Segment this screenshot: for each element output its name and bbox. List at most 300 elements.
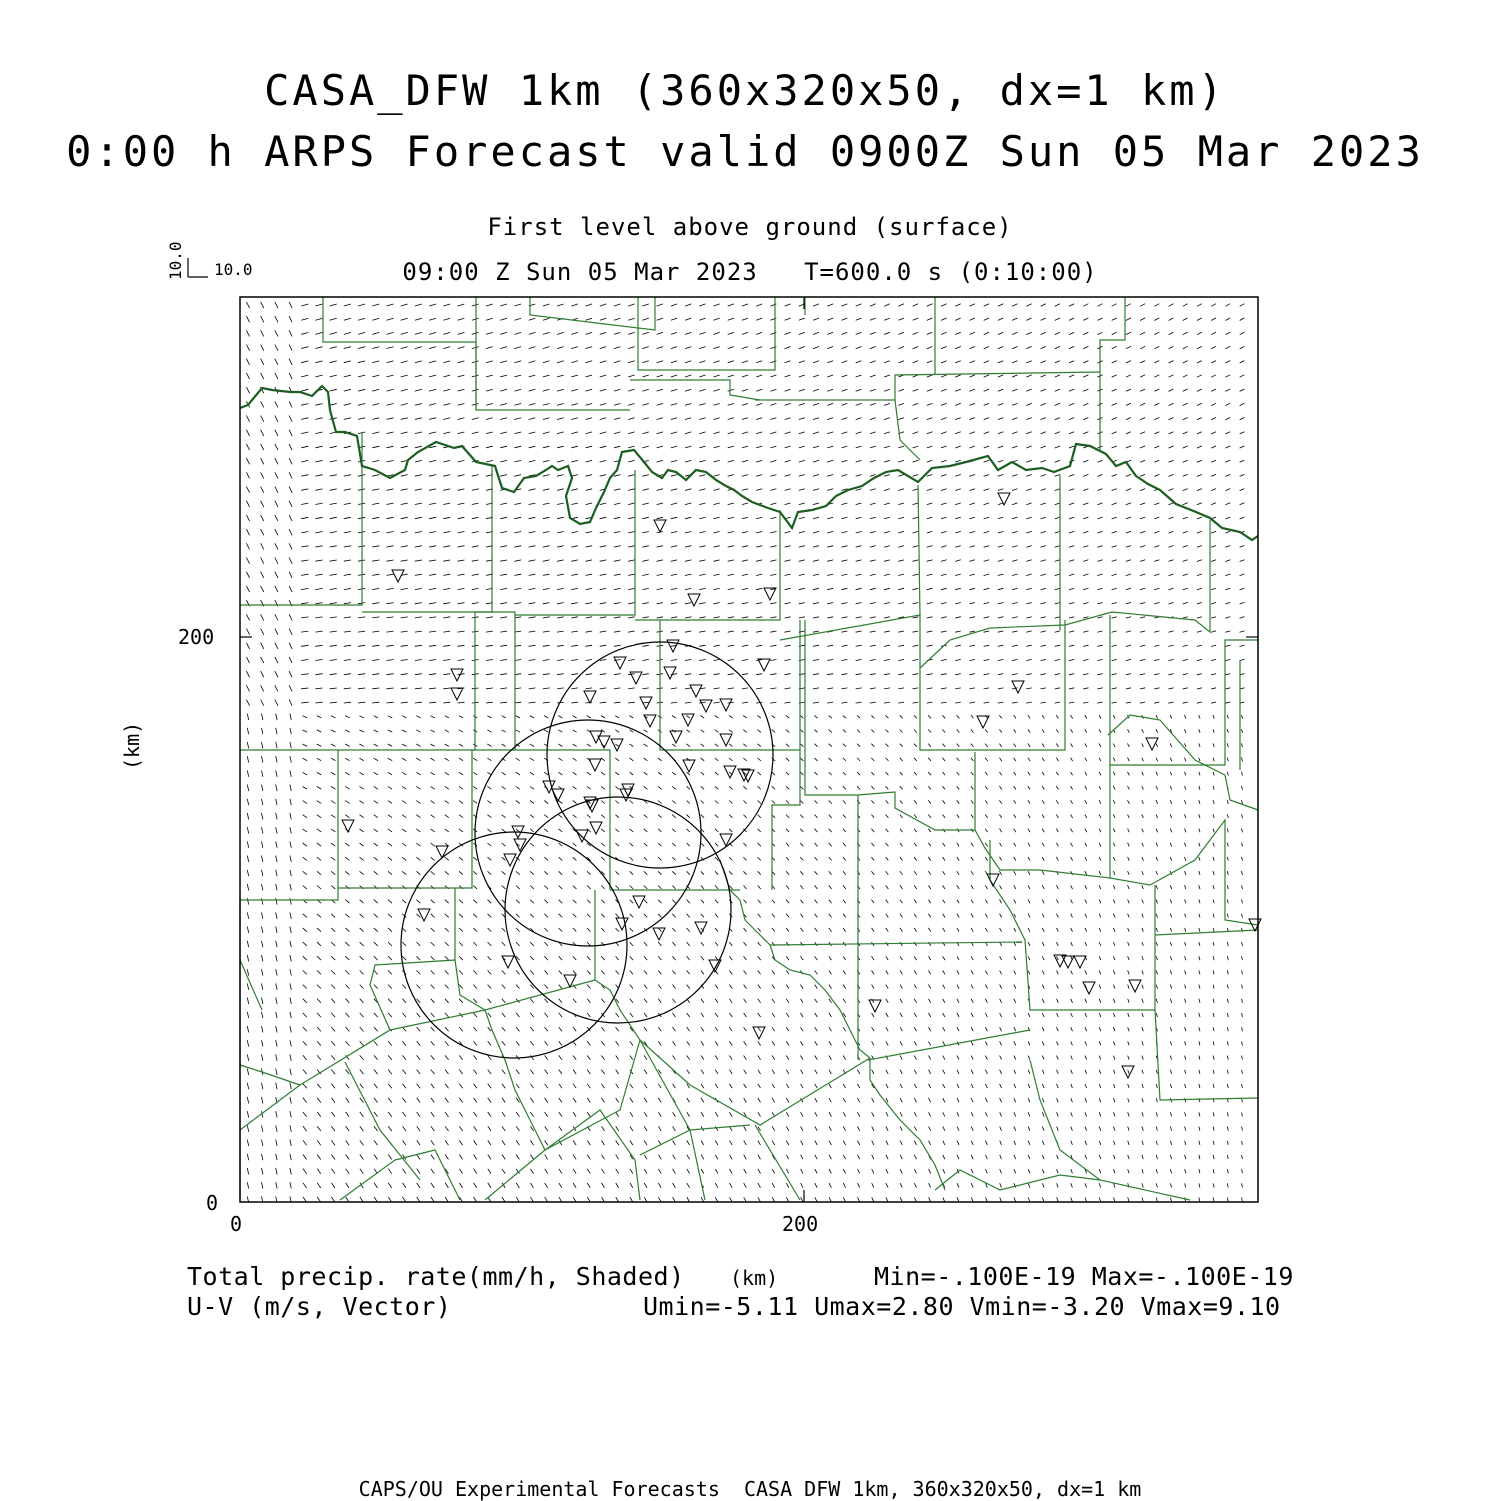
wind-vector [985, 885, 987, 889]
wind-vector [984, 560, 990, 562]
wind-vector [573, 843, 577, 846]
wind-vector [486, 631, 493, 632]
wind-vector [516, 871, 520, 874]
wind-vector [984, 446, 989, 448]
wind-vector [557, 560, 564, 561]
wind-vector [1154, 304, 1159, 307]
wind-vector [247, 827, 248, 833]
wind-vector [1156, 772, 1158, 776]
wind-vector [573, 871, 577, 874]
wind-vector [701, 801, 704, 804]
wind-vector [687, 815, 690, 818]
wind-vector [276, 1040, 277, 1046]
wind-vector [502, 1126, 505, 1131]
wind-vector [672, 971, 675, 975]
wind-vector [1225, 546, 1230, 548]
wind-vector [813, 560, 819, 561]
wind-vector [615, 772, 619, 775]
wind-vector [728, 631, 734, 632]
wind-vector [1140, 631, 1145, 632]
wind-vector [728, 560, 734, 561]
wind-vector [1083, 432, 1088, 434]
wind-vector [628, 460, 634, 462]
wind-vector [387, 418, 394, 420]
wind-vector [729, 786, 732, 789]
wind-vector [403, 1126, 406, 1131]
wind-vector [543, 418, 550, 420]
wind-vector [1026, 560, 1031, 562]
wind-vector [1154, 602, 1159, 604]
wind-vector [403, 1112, 406, 1117]
wind-vector [372, 546, 379, 547]
wind-vector [985, 1098, 987, 1102]
wind-vector [1170, 743, 1172, 747]
wind-vector [571, 503, 578, 504]
wind-vector [772, 1084, 775, 1088]
wind-vector [1227, 743, 1228, 747]
wind-vector [247, 1168, 248, 1174]
wind-vector [1197, 688, 1202, 689]
wind-vector [559, 1169, 562, 1174]
wind-vector [246, 543, 249, 549]
wind-vector [346, 1169, 350, 1174]
wind-vector [1113, 800, 1115, 804]
wind-vector [955, 674, 961, 675]
wind-vector [1142, 1056, 1143, 1060]
wind-vector [1028, 885, 1030, 889]
wind-vector [729, 815, 732, 818]
wind-vector [884, 460, 890, 462]
wind-vector [545, 1055, 548, 1059]
wind-vector [360, 1055, 364, 1059]
wind-vector [984, 645, 990, 646]
wind-vector [970, 318, 975, 320]
wind-vector [1170, 1027, 1171, 1031]
wind-vector [458, 418, 465, 420]
wind-vector [1069, 375, 1074, 377]
wind-vector [345, 900, 349, 904]
wind-vector [870, 588, 876, 589]
wind-vector [416, 786, 420, 789]
wind-vector [1240, 517, 1245, 519]
wind-vector [729, 1084, 732, 1088]
wind-vector [1170, 885, 1171, 889]
wind-vector [770, 446, 776, 448]
wind-vector [770, 631, 776, 632]
wind-vector [758, 815, 761, 818]
wind-vector [1185, 772, 1186, 776]
wind-vector [1126, 517, 1131, 519]
wind-vector [331, 1126, 335, 1131]
wind-vector [1154, 674, 1159, 675]
wind-vector [799, 574, 805, 575]
wind-vector [246, 330, 249, 336]
wind-vector [841, 631, 847, 632]
wind-vector [1028, 1084, 1030, 1088]
wind-vector [785, 660, 791, 661]
wind-vector [1012, 659, 1018, 660]
wind-vector [514, 475, 521, 477]
wind-vector [1012, 674, 1018, 675]
wind-vector [571, 674, 578, 675]
wind-vector [658, 843, 661, 846]
wind-vector [514, 361, 521, 363]
wind-vector [644, 1098, 647, 1102]
wind-vector [431, 985, 435, 989]
wind-vector [1213, 715, 1214, 719]
wind-vector [529, 532, 536, 533]
wind-vector [671, 702, 677, 703]
wind-vector [1069, 688, 1074, 689]
wind-vector [1057, 1084, 1059, 1088]
station-marker [690, 685, 702, 697]
wind-vector [290, 1111, 291, 1117]
wind-vector [559, 1098, 562, 1102]
wind-vector [516, 1183, 519, 1188]
wind-vector [1197, 403, 1202, 405]
wind-vector [1085, 885, 1087, 889]
wind-vector [955, 304, 960, 306]
wind-vector [1055, 588, 1060, 589]
wind-vector [488, 1155, 491, 1160]
wind-vector [544, 801, 548, 804]
wind-vector [1083, 688, 1088, 689]
wind-vector [557, 432, 564, 434]
wind-vector [459, 857, 463, 860]
wind-vector [387, 532, 394, 533]
wind-vector [829, 985, 832, 989]
wind-vector [927, 418, 933, 420]
wind-vector [276, 1125, 277, 1131]
wind-vector [1128, 885, 1130, 889]
wind-vector [957, 1013, 959, 1017]
wind-vector [701, 744, 705, 747]
wind-vector [1170, 1041, 1171, 1045]
wind-vector [1197, 617, 1202, 618]
wind-vector [1014, 1141, 1016, 1145]
wind-vector [728, 688, 734, 689]
wind-vector [927, 517, 933, 519]
wind-vector [1128, 1098, 1129, 1102]
wind-vector [388, 928, 392, 932]
wind-vector [642, 432, 648, 434]
wind-vector [331, 928, 335, 932]
wind-vector [530, 829, 534, 832]
wind-vector [315, 588, 322, 589]
wind-vector [247, 983, 248, 989]
wind-vector [943, 871, 945, 875]
wind-vector [1225, 574, 1230, 576]
wind-vector [829, 1169, 831, 1173]
wind-vector [644, 1155, 647, 1160]
wind-vector [516, 1070, 519, 1074]
wind-vector [530, 942, 534, 946]
wind-vector [943, 914, 945, 918]
wind-vector [1069, 645, 1074, 646]
wind-vector [941, 489, 947, 491]
wind-vector [1055, 475, 1060, 477]
wind-vector [289, 487, 292, 493]
wind-vector [928, 985, 930, 989]
wind-vector [630, 928, 633, 932]
wind-vector [445, 999, 449, 1003]
wind-vector [445, 1183, 448, 1188]
wind-vector [530, 716, 534, 718]
wind-vector [642, 617, 648, 618]
wind-vector [701, 1169, 704, 1174]
wind-vector [1156, 1127, 1157, 1131]
wind-vector [445, 1041, 449, 1045]
wind-vector [772, 1141, 775, 1145]
wind-vector [1026, 446, 1031, 448]
wind-vector [331, 857, 335, 860]
wind-vector [516, 928, 520, 932]
wind-vector [1083, 346, 1088, 348]
wind-vector [870, 645, 876, 646]
wind-vector [557, 418, 564, 420]
station-marker [451, 688, 463, 700]
wind-vector [687, 942, 690, 946]
wind-vector [262, 1140, 263, 1146]
wind-vector [1055, 688, 1060, 689]
wind-vector [431, 900, 435, 904]
wind-vector [1156, 743, 1158, 747]
wind-vector [275, 643, 278, 649]
wind-vector [488, 1112, 491, 1117]
wind-vector [616, 1126, 619, 1131]
wind-vector [600, 532, 607, 533]
wind-vector [358, 361, 365, 363]
wind-vector [1242, 942, 1243, 946]
wind-vector [1113, 956, 1115, 960]
wind-vector [1142, 885, 1144, 889]
wind-vector [728, 645, 734, 646]
wind-vector [687, 1155, 690, 1160]
wind-vector [1170, 800, 1171, 804]
wind-vector [1197, 702, 1202, 703]
wind-vector [630, 815, 634, 818]
wind-vector [445, 928, 449, 932]
wind-vector [1242, 914, 1243, 918]
wind-vector [545, 1098, 548, 1103]
wind-vector [799, 475, 805, 477]
wind-vector [374, 928, 378, 932]
wind-vector [1126, 588, 1131, 590]
wind-vector [317, 914, 321, 918]
wind-vector [290, 955, 291, 961]
wind-vector [1071, 786, 1073, 790]
wind-vector [1213, 814, 1214, 818]
wind-vector [801, 1084, 804, 1088]
wind-vector [571, 588, 578, 589]
wind-vector [1097, 503, 1102, 505]
wind-vector [870, 702, 876, 703]
wind-vector [730, 1169, 733, 1174]
wind-vector [1083, 489, 1088, 491]
wind-vector [1097, 688, 1102, 689]
wind-vector [1197, 318, 1202, 321]
wind-vector [969, 674, 975, 675]
wind-vector [1000, 1098, 1002, 1102]
wind-vector [502, 999, 505, 1003]
wind-vector [601, 786, 605, 789]
wind-vector [290, 884, 291, 890]
wind-vector [998, 503, 1003, 505]
wind-vector [898, 603, 904, 604]
wind-vector [715, 1070, 718, 1074]
wind-vector [247, 898, 248, 904]
wind-vector [431, 1013, 435, 1017]
wind-vector [430, 716, 434, 718]
wind-vector [1042, 1155, 1044, 1159]
wind-vector [415, 546, 422, 547]
wind-vector [502, 857, 506, 860]
wind-vector [984, 702, 990, 703]
wind-vector [701, 1027, 704, 1031]
wind-vector [1000, 1084, 1002, 1088]
wind-vector [715, 942, 718, 946]
wind-vector [276, 785, 277, 791]
wind-vector [800, 956, 803, 960]
wind-vector [515, 332, 522, 334]
wind-vector [742, 404, 748, 406]
wind-vector [657, 418, 663, 420]
wind-vector [600, 475, 607, 477]
wind-vector [644, 772, 648, 775]
wind-vector [1069, 332, 1074, 334]
wind-vector [1042, 1056, 1044, 1060]
wind-vector [856, 347, 862, 349]
wind-vector [543, 389, 550, 391]
wind-vector [275, 472, 278, 478]
wind-vector [402, 730, 406, 732]
wind-vector [301, 674, 308, 675]
wind-vector [573, 1155, 576, 1160]
wind-vector [514, 460, 521, 462]
wind-vector [886, 857, 889, 860]
wind-vector [459, 1169, 462, 1174]
wind-vector [673, 1141, 676, 1146]
wind-vector [358, 389, 365, 391]
wind-vector [714, 674, 720, 675]
wind-vector [500, 332, 507, 334]
wind-vector [827, 574, 833, 575]
wind-vector [262, 799, 263, 805]
wind-vector [1242, 885, 1243, 889]
wind-vector [857, 786, 860, 789]
wind-vector [246, 685, 249, 691]
wind-vector [262, 1054, 263, 1060]
wind-vector [557, 389, 564, 391]
wind-vector [914, 1197, 916, 1201]
wind-vector [1071, 800, 1073, 804]
wind-vector [1242, 1056, 1243, 1060]
wind-vector [557, 446, 564, 448]
wind-vector [900, 999, 902, 1003]
wind-vector [247, 1012, 248, 1018]
wind-vector [658, 1084, 661, 1088]
wind-vector [1083, 645, 1088, 646]
wind-vector [262, 728, 263, 734]
wind-vector [687, 786, 690, 789]
wind-vector [1012, 347, 1017, 349]
wind-vector [729, 971, 732, 975]
wind-vector [614, 517, 620, 518]
wind-vector [1097, 702, 1102, 703]
wind-vector [1055, 659, 1060, 660]
wind-vector [870, 517, 876, 519]
wind-vector [417, 914, 421, 918]
wind-vector [970, 375, 975, 377]
wind-vector [559, 971, 562, 975]
wind-vector [799, 318, 805, 320]
wind-vector [315, 347, 322, 349]
wind-vector [331, 1070, 335, 1075]
station-marker [1122, 1066, 1134, 1078]
wind-vector [486, 674, 493, 675]
wind-vector [841, 659, 847, 660]
wind-vector [714, 489, 720, 491]
wind-vector [459, 999, 463, 1003]
wind-vector [502, 1084, 505, 1088]
wind-vector [1128, 1169, 1129, 1173]
wind-vector [247, 1040, 248, 1046]
wind-vector [829, 1112, 831, 1116]
wind-vector [786, 1112, 789, 1116]
wind-vector [303, 970, 307, 974]
wind-vector [1114, 1084, 1115, 1088]
wind-vector [843, 1056, 845, 1060]
wind-vector [884, 503, 890, 505]
wind-vector [742, 389, 748, 391]
wind-vector [685, 489, 691, 491]
wind-vector [957, 786, 960, 789]
wind-vector [500, 532, 507, 533]
wind-vector [699, 560, 705, 561]
wind-vector [1226, 318, 1231, 321]
wind-vector [943, 1027, 945, 1031]
wind-vector [587, 1098, 590, 1102]
wind-vector [1242, 758, 1243, 762]
wind-vector [344, 418, 351, 420]
wind-vector [1240, 503, 1245, 505]
wind-vector [1071, 772, 1073, 775]
wind-vector [1225, 346, 1230, 349]
wind-vector [1242, 1155, 1243, 1159]
wind-vector [671, 389, 677, 391]
wind-vector [246, 359, 249, 365]
wind-vector [1185, 1183, 1186, 1187]
station-marker [589, 759, 601, 771]
wind-vector [488, 1169, 491, 1174]
wind-vector [927, 603, 933, 604]
wind-vector [374, 843, 378, 846]
wind-vector [1114, 1183, 1115, 1187]
wind-vector [431, 758, 435, 761]
wind-vector [957, 1084, 959, 1088]
wind-vector [872, 885, 875, 889]
wind-vector [728, 404, 734, 406]
river-line [240, 386, 1258, 540]
wind-vector [686, 716, 690, 719]
wind-vector [1185, 1127, 1186, 1131]
wind-vector [587, 1112, 590, 1117]
wind-vector [402, 744, 406, 746]
wind-vector [671, 517, 677, 518]
wind-vector [360, 1126, 364, 1131]
wind-vector [586, 617, 593, 618]
wind-vector [644, 1070, 647, 1074]
